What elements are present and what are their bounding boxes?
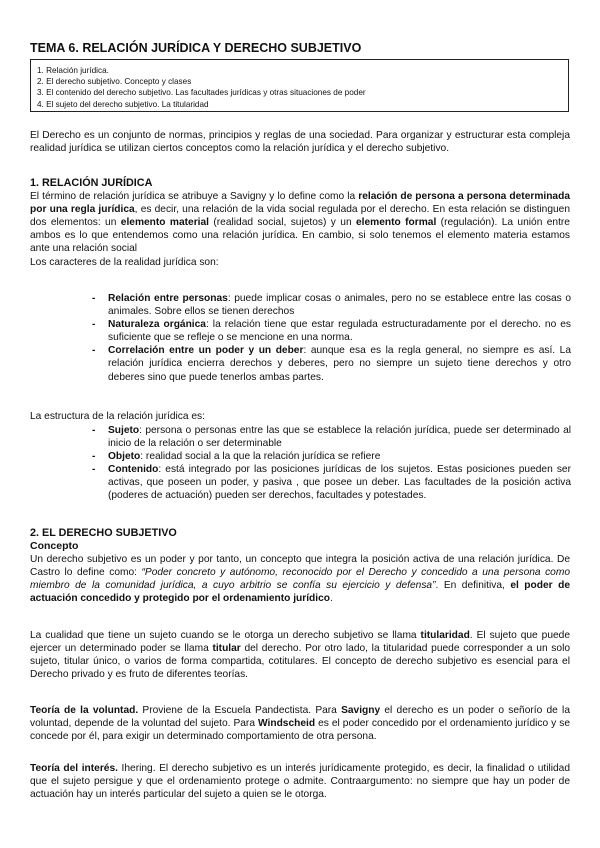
section-heading: 1. RELACIÓN JURÍDICA: [30, 177, 153, 189]
caracteres-list: [92, 292, 571, 384]
estructura-list: [92, 424, 571, 503]
list-item: - Contenido: está integrado por las posiciones jurídicas de los sujetos. Estas posiciones pueden ser activas, que poseen un poder, y pasiva , que posee un deber. Las facultades de la posición activa (poderes de actuación) pueden ser derechos, facultades y potestades.: [92, 464, 571, 502]
section-heading: 2. EL DERECHO SUBJETIVO: [30, 527, 177, 539]
subsection-heading: Concepto: [30, 540, 79, 553]
list-item: - Correlación entre un poder y un deber: aunque esa es la regla general, no siempre es así. La relación jurídica encierra derechos y deberes, pero no siempre un sujeto tiene derechos y otro deberes sino que puede tenerlos ambas partes.: [92, 345, 571, 383]
page-title: TEMA 6. RELACIÓN JURÍDICA Y DERECHO SUBJETIVO: [30, 41, 362, 55]
list-item: - Sujeto: persona o personas entre las que se establece la relación jurídica, puede ser determinado al inicio de la relación o ser determinable: [92, 425, 571, 450]
teoria-interes-paragraph: Teoría del interés. Ihering. El derecho subjetivo es un interés jurídicamente protegido, es decir, la finalidad o utilidad que el sujeto persigue y que el ordenamiento protege o admite. Contraargumento: no siempre que hay un poder de actuación hay un interés particular del sujeto a quien se le otorga.: [30, 763, 571, 801]
section-2: [30, 527, 570, 606]
intro-paragraph: El Derecho es un conjunto de normas, principios y reglas de una sociedad. Para organizar y estructurar esta compleja realidad jurídica se utilizan ciertos conceptos como la relación jurídica y el derecho subjetivo.: [30, 130, 570, 155]
list-item: - Naturaleza orgánica: la relación tiene que estar regulada estructuradamente por el derecho. no es suficiente que se refleje o se mencione en una norma.: [92, 319, 571, 344]
section-paragraph: Un derecho subjetivo es un poder y por tanto, un concepto que integra la posición activa de una relación jurídica. De Castro lo define como: “Poder concreto y autónomo, reconocido por el Derecho y concedido a una persona como miembro de la comunidad jurídica, a cuyo arbitrio se confía su ejercicio y defensa”. En definitiva, el poder de actuación concedido y protegido por el ordenamiento jurídico.: [30, 554, 570, 605]
toc-item: 3. El contenido del derecho subjetivo. Las facultades jurídicas y otras situaciones de poder: [37, 88, 366, 98]
toc-item: 2. El derecho subjetivo. Concepto y clases: [37, 77, 192, 87]
teoria-voluntad-paragraph: Teoría de la voluntad. Proviene de la Escuela Pandectista. Para Savigny el derecho es un poder o señorío de la voluntad, depende de la voluntad del sujeto. Para Windscheid es el poder concedido por el ordenamiento jurídico y se concede por él, para exigir un determinado comportamiento de otra persona.: [30, 705, 571, 743]
list-item: - Relación entre personas: puede implicar cosas o animales, pero no se establece entre las cosas o animales. Sobre ellos se tienen derechos: [92, 293, 571, 318]
toc-item: 1. Relación jurídica.: [37, 66, 109, 75]
section-paragraph: Los caracteres de la realidad jurídica son:: [30, 256, 219, 268]
titularidad-paragraph: La cualidad que tiene un sujeto cuando se le otorga un derecho subjetivo se llama titularidad. El sujeto que puede ejercer un determinado poder se llama titular del derecho. Por otro lado, la titularidad puede corresponder a un solo sujeto, titular único, o varios de forma compartida, cotitulares. El concepto de derecho subjetivo es esencial para el Derecho privado y es fruto de diferentes teorías.: [30, 630, 570, 681]
structure-intro: La estructura de la relación jurídica es:: [30, 411, 205, 422]
toc-item: 4. El sujeto del derecho subjetivo. La titularidad: [37, 99, 209, 109]
section-1: [30, 177, 570, 269]
table-of-contents: [30, 59, 569, 112]
section-paragraph: El término de relación jurídica se atribuye a Savigny y lo define como la relación de persona a persona determinada por una regla jurídica, es decir, una relación de la vida social regulada por el derecho. En esta relación se distinguen dos elementos: un elemento material (realidad social, sujetos) y un elemento formal (regulación). La unión entre ambos es lo que entendemos como una relación jurídica. En cambio, si solo tenemos el elemento materia estamos ante una relación social: [30, 191, 570, 255]
list-item: - Objeto: realidad social a la que la relación jurídica se refiere: [92, 451, 381, 463]
